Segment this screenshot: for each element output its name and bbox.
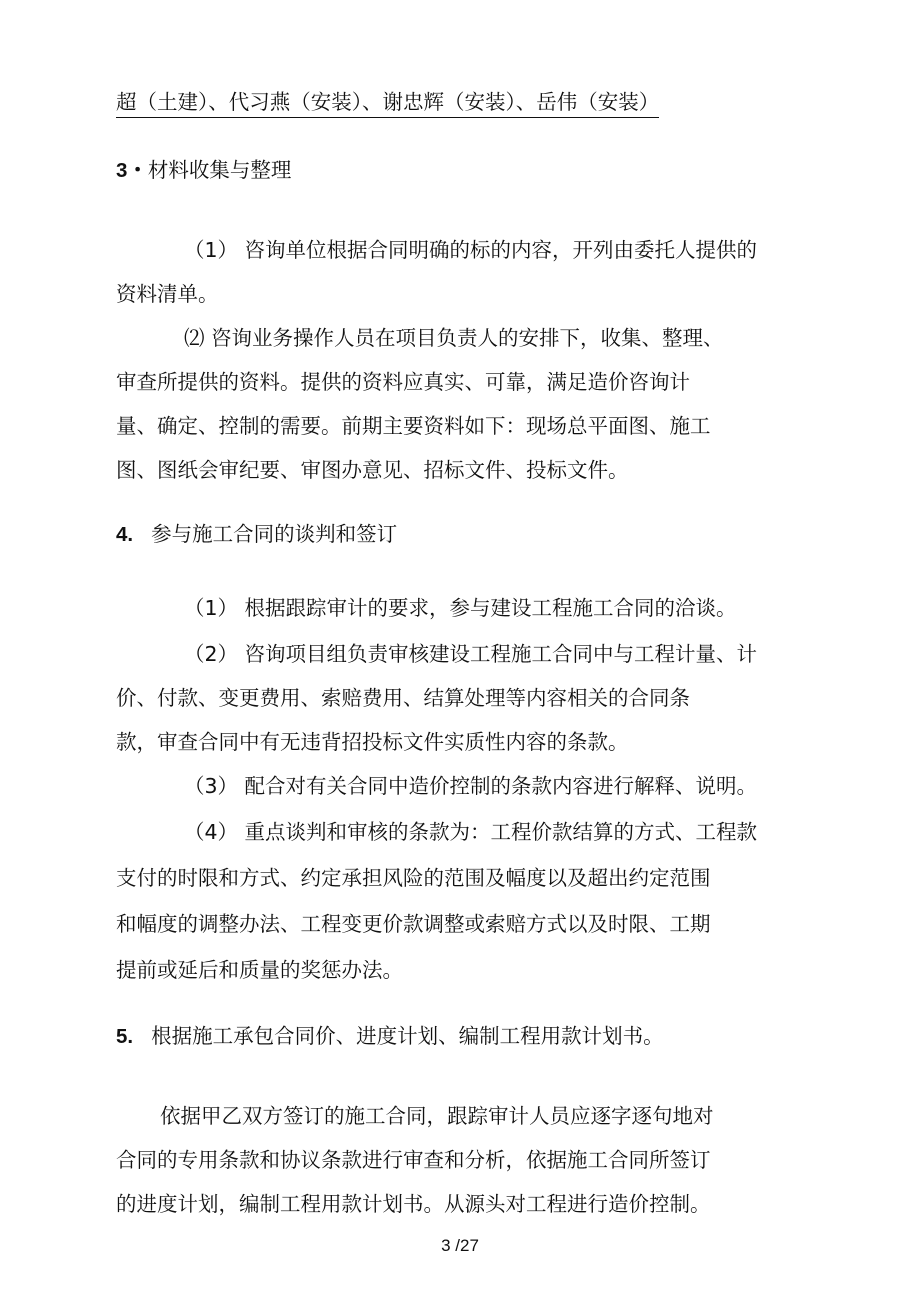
section-5-title: 根据施工承包合同价、进度计划、编制工程用款计划书。 (151, 1024, 664, 1048)
section-4-p4-line1: （4） 重点谈判和审核的条款为：工程价款结算的方式、工程款 (184, 820, 758, 844)
section-5-heading (116, 1022, 664, 1051)
section-4-p2-line3: 款，审查合同中有无违背招投标文件实质性内容的条款。 (116, 730, 629, 754)
section-4-p2-line2: 价、付款、变更费用、索赔费用、结算处理等内容相关的合同条 (116, 686, 690, 710)
section-4-title: 参与施工合同的谈判和签订 (151, 522, 398, 546)
section-4-p4-line4: 提前或延后和质量的奖惩办法。 (116, 958, 403, 982)
section-3-heading (116, 156, 291, 185)
section-3-p2-line1: ⑵ 咨询业务操作人员在项目负责人的安排下，收集、整理、 (184, 326, 724, 350)
section-3-p2-line4: 图、图纸会审纪要、审图办意见、招标文件、投标文件。 (116, 458, 629, 482)
section-5-number: 5. (116, 1025, 134, 1048)
section-5-p1-line3: 的进度计划，编制工程用款计划书。从源头对工程进行造价控制。 (116, 1192, 711, 1216)
section-4-number: 4. (116, 523, 134, 546)
section-3-p2-line3: 量、确定、控制的需要。前期主要资料如下：现场总平面图、施工 (116, 414, 711, 438)
personnel-line: 超（土建）、代习燕（安装）、谢忠辉（安装）、岳伟（安装） (116, 88, 659, 118)
section-3-p2-line2: 审查所提供的资料。提供的资料应真实、可靠，满足造价咨询计 (116, 370, 690, 394)
section-4-p2-line1: （2） 咨询项目组负责审核建设工程施工合同中与工程计量、计 (184, 642, 758, 666)
section-3-p1-line2: 资料清单。 (116, 282, 219, 306)
section-3-p1-line1: （1） 咨询单位根据合同明确的标的内容，开列由委托人提供的 (184, 238, 758, 262)
section-5-p1-line2: 合同的专用条款和协议条款进行审查和分析，依据施工合同所签订 (116, 1148, 711, 1172)
section-3-number: 3・ (116, 159, 148, 182)
section-5-p1-line1: 依据甲乙双方签订的施工合同，跟踪审计人员应逐字逐句地对 (160, 1104, 714, 1128)
section-4-p4-line2: 支付的时限和方式、约定承担风险的范围及幅度以及超出约定范围 (116, 866, 711, 890)
section-4-heading (116, 520, 397, 549)
section-3-title: 材料收集与整理 (147, 158, 292, 182)
section-4-p1: （1） 根据跟踪审计的要求，参与建设工程施工合同的洽谈。 (184, 596, 737, 620)
section-4-p4-line3: 和幅度的调整办法、工程变更价款调整或索赔方式以及时限、工期 (116, 912, 711, 936)
section-4-p3: （3） 配合对有关合同中造价控制的条款内容进行解释、说明。 (184, 774, 758, 798)
page-number: 3 /27 (441, 1236, 479, 1255)
